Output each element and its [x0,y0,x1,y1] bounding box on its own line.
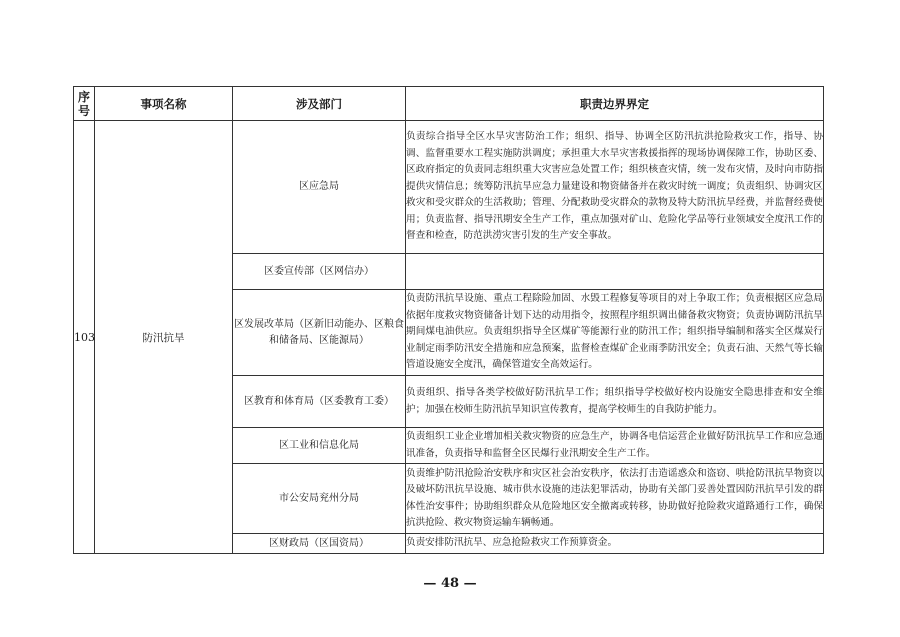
duty-cell: 负责维护防汛抢险治安秩序和灾区社会治安秩序，依法打击造谣惑众和盗窃、哄抢防汛抗旱物资以及破坏防汛抗旱设施、城市供水设施的违法犯罪活动，协助有关部门妥善处置因防汛抗旱引发的群体性治安事件；协助组织群众从危险地区安全撤离或转移，协助做好抢险救灾道路通行工作，确保抗洪抢险、救灾物资运输车辆畅通。 [406,464,824,534]
department-cell: 区财政局（区国资局） [233,534,406,554]
header-department: 涉及部门 [233,87,406,121]
duty-cell: 负责组织工业企业增加相关救灾物资的应急生产，协调各电信运营企业做好防汛抗旱工作和应急通讯准备，负责指导和监督全区民爆行业汛期安全生产工作。 [406,428,824,464]
header-duty-boundary: 职责边界界定 [406,87,824,121]
duty-cell: 负责综合指导全区水旱灾害防治工作；组织、指导、协调全区防汛抗洪抢险救灾工作，指导、协调、监督重要水工程实施防洪调度；承担重大水旱灾害救援指挥的现场协调保障工作，协助区委、区政府指定的负责同志组织重大灾害应急处置工作；组织核查灾情，统一发布灾情，及时向市防指提供灾情信息；统筹防汛抗旱应急力量建设和物资储备并在救灾时统一调度；负责组织、协调灾区救灾和受灾群众的生活救助；管理、分配救助受灾群众的款物及特大防汛抗旱经费，并监督经费使用；负责监督、指导汛期安全生产工作，重点加强对矿山、危险化学品等行业领域安全度汛工作的督查和检查，防范洪涝灾害引发的生产安全事故。 [406,121,824,254]
duty-cell [406,254,824,290]
department-cell: 区工业和信息化局 [233,428,406,464]
department-cell: 市公安局兖州分局 [233,464,406,534]
duty-cell: 负责组织、指导各类学校做好防汛抗旱工作；组织指导学校做好校内设施安全隐患排查和安全维护；加强在校师生防汛抗旱知识宣传教育，提高学校师生的自我防护能力。 [406,376,824,428]
department-cell: 区教育和体育局（区委教育工委） [233,376,406,428]
duty-cell: 负责安排防汛抗旱、应急抢险救灾工作预算资金。 [406,534,824,554]
duty-cell: 负责防汛抗旱设施、重点工程除险加固、水毁工程修复等项目的对上争取工作；负责根据区应急局依据年度救灾物资储备计划下达的动用指令，按照程序组织调出储备救灾物资；负责协调防汛抗旱期间煤电油供应。负责组织指导全区煤矿等能源行业的防汛工作；组织指导编制和落实全区煤炭行业制定雨季防汛安全措施和应急预案，监督检查煤矿企业雨季防汛安全；负责石油、天然气等长输管道设施安全度汛，确保管道安全高效运行。 [406,290,824,376]
page-number: — 48 — [423,576,477,591]
department-cell: 区发展改革局（区新旧动能办、区粮食和储备局、区能源局） [233,290,406,376]
header-serial-number: 序号 [74,87,95,121]
department-cell: 区委宣传部（区网信办） [233,254,406,290]
table-row [74,121,824,254]
table-header-row [74,87,824,121]
row-item-name: 防汛抗旱 [95,121,233,554]
header-item-name: 事项名称 [95,87,233,121]
duty-boundary-table [73,86,824,554]
row-serial-number: 103 [74,121,95,554]
department-cell: 区应急局 [233,121,406,254]
